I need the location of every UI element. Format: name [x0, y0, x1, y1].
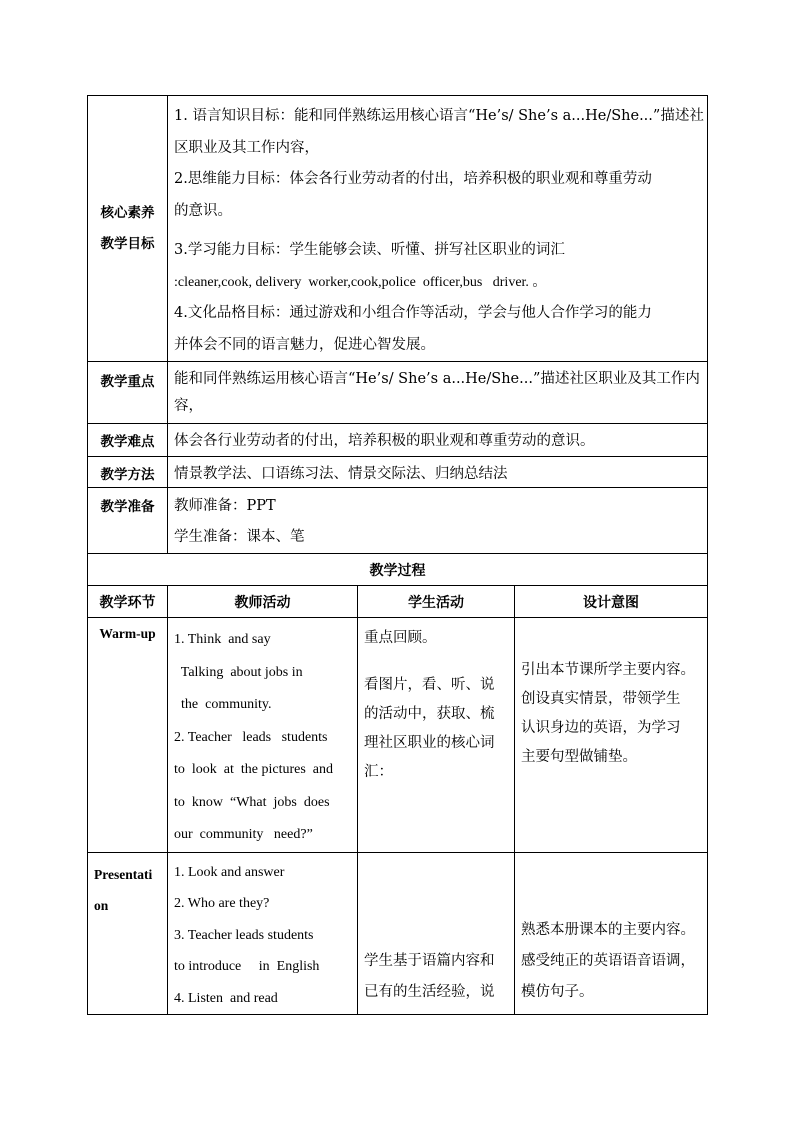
content-line: 并体会不同的语言魅力，促进心智发展。: [174, 336, 435, 353]
teacher-line: to introduce in English: [174, 959, 320, 974]
key-point-content: [168, 362, 708, 424]
preparation-label: [88, 488, 168, 554]
teacher-line: 1. Think and say: [174, 632, 271, 647]
teacher-line: 2. Who are they?: [174, 896, 270, 911]
student-line: 的活动中，获取、梳: [364, 706, 495, 722]
intent-line: 主要句型做铺垫。: [521, 749, 637, 765]
label-line: 教学难点: [100, 434, 155, 450]
intent-line: 引出本节课所学主要内容。: [521, 662, 695, 678]
key-point-label: [88, 362, 168, 424]
warmup-intent: [515, 618, 708, 853]
content-line: 情景教学法、口语练习法、情景交际法、归纳总结法: [174, 466, 508, 482]
content-line: 学生准备：课本、笔: [174, 529, 305, 545]
core-literacy-content: [168, 96, 708, 362]
student-line: 汇：: [364, 764, 393, 780]
stage-label: Presentati: [94, 866, 153, 882]
warmup-student: [358, 618, 515, 853]
header-teacher: 教师活动: [168, 586, 358, 618]
content-line: 容，: [174, 398, 203, 414]
difficulty-label: [88, 424, 168, 457]
student-line: 已有的生活经验，说: [364, 983, 495, 1000]
teacher-line: to know “What jobs does: [174, 794, 330, 810]
difficulty-content: [168, 424, 708, 457]
core-literacy-label: [88, 96, 168, 362]
student-line: 理社区职业的核心词: [364, 735, 495, 751]
teacher-line: Talking about jobs in: [174, 664, 303, 680]
label-line: 教学目标: [100, 235, 155, 252]
preparation-row: [88, 488, 708, 554]
teacher-line: 3. Teacher leads students: [174, 927, 314, 943]
process-table: [87, 553, 708, 1015]
process-title-row: [88, 554, 708, 586]
content-line: 2.思维能力目标：体会各行业劳动者的付出，培养积极的职业观和尊重劳动: [174, 171, 652, 187]
teacher-line: our community need?”: [174, 827, 313, 842]
student-line: 学生基于语篇内容和: [364, 952, 495, 969]
content-line: :cleaner,cook, delivery worker,cook,police officer,bus driver. 。: [174, 274, 547, 290]
warmup-teacher: [168, 618, 358, 853]
label-line: 教学准备: [100, 499, 155, 515]
content-line: 1. 语言知识目标：能和同伴熟练运用核心语言“He’s/ She’s a...He/She...”描述社: [174, 108, 704, 124]
content-line: 4.文化品格目标：通过游戏和小组合作等活动，学会与他人合作学习的能力: [174, 305, 652, 321]
intent-line: 感受纯正的英语语音语调，: [521, 952, 695, 969]
student-line: 看图片，看、听、说: [364, 677, 495, 693]
presentation-row: [88, 852, 708, 1015]
intent-line: 认识身边的英语，为学习: [521, 720, 681, 736]
method-content: [168, 457, 708, 488]
label-line: 教学方法: [100, 467, 155, 483]
lesson-plan-document: [87, 95, 707, 1015]
header-student: 学生活动: [358, 586, 515, 618]
method-label: [88, 457, 168, 488]
presentation-intent: [515, 852, 708, 1015]
teacher-line: to look at the pictures and: [174, 762, 334, 777]
header-intent: 设计意图: [515, 586, 708, 618]
warmup-row: [88, 618, 708, 853]
objectives-table: [87, 95, 708, 554]
warmup-stage: [88, 618, 168, 853]
teacher-line: 2. Teacher leads students: [174, 729, 328, 745]
content-line: 区职业及其工作内容，: [174, 139, 319, 156]
stage-label: on: [94, 897, 109, 913]
method-row: [88, 457, 708, 488]
content-line: 的意识。: [174, 202, 232, 219]
stage-label: Warm-up: [99, 626, 156, 641]
process-title: 教学过程: [88, 554, 708, 586]
difficulty-row: [88, 424, 708, 457]
intent-line: 熟悉本册课本的主要内容。: [521, 921, 695, 938]
label-line: 核心素养: [100, 204, 155, 221]
process-header-row: [88, 586, 708, 618]
presentation-teacher: [168, 852, 358, 1015]
core-literacy-row: [88, 96, 708, 362]
content-line: 体会各行业劳动者的付出，培养积极的职业观和尊重劳动的意识。: [174, 433, 595, 449]
presentation-stage: [88, 852, 168, 1015]
content-line: 教师准备：PPT: [174, 498, 276, 514]
teacher-line: the community.: [174, 697, 272, 712]
content-line: 3.学习能力目标：学生能够会读、听懂、拼写社区职业的词汇: [174, 242, 565, 258]
key-point-row: [88, 362, 708, 424]
presentation-student: [358, 852, 515, 1015]
content-line: 能和同伴熟练运用核心语言“He’s/ She’s a...He/She...”描述社区职业及其工作内: [174, 371, 700, 387]
label-line: 教学重点: [100, 374, 155, 390]
intent-line: 创设真实情景，带领学生: [521, 691, 681, 707]
header-stage: 教学环节: [88, 586, 168, 618]
teacher-line: 1. Look and answer: [174, 864, 285, 880]
teacher-line: 4. Listen and read: [174, 990, 278, 1006]
student-line: 重点回顾。: [364, 630, 437, 646]
preparation-content: [168, 488, 708, 554]
intent-line: 模仿句子。: [521, 983, 594, 1000]
